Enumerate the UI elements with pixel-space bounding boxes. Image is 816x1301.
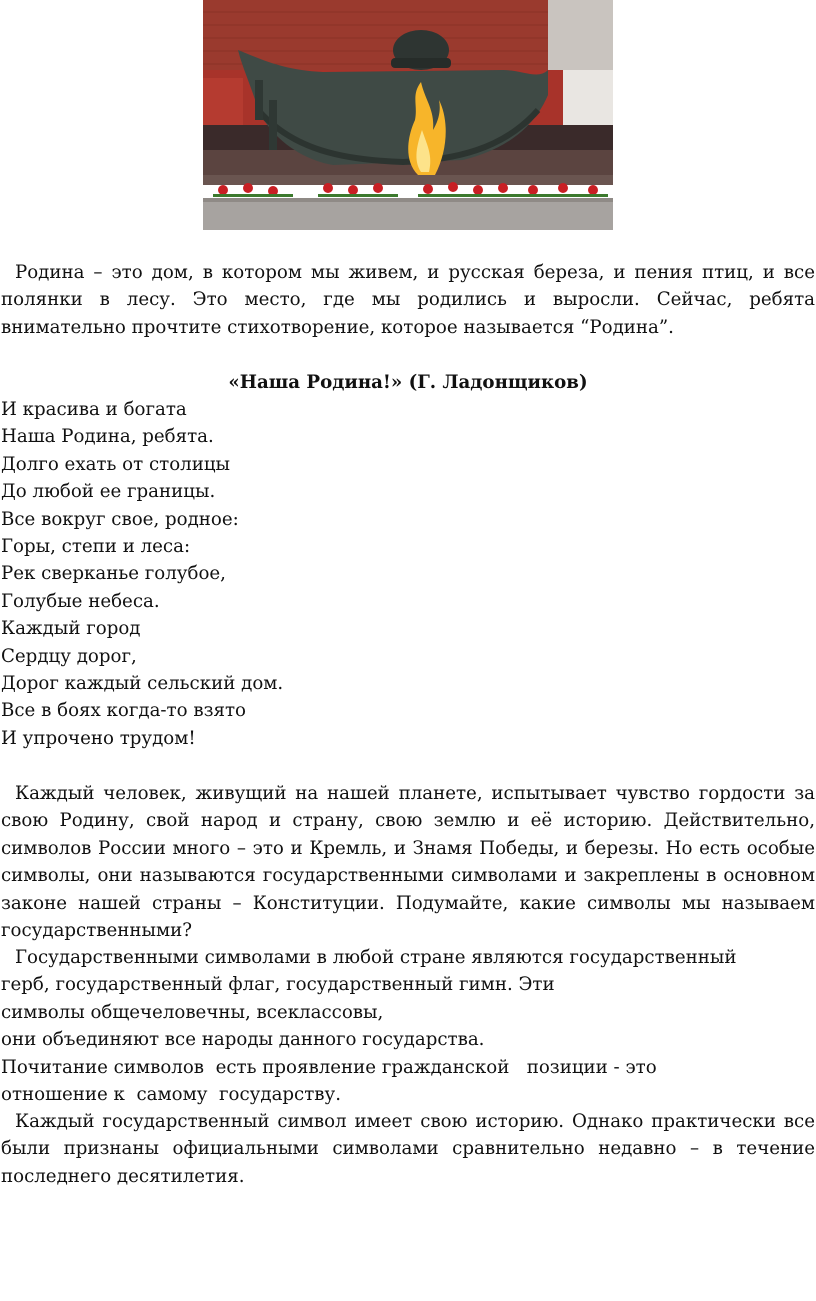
poem-line: До любой ее границы. (1, 481, 216, 503)
poem-line: Все вокруг свое, родное: (1, 508, 239, 530)
intro-paragraph: Родина – это дом, в котором мы живем, и русская береза, и пения птиц, и все полянки в лесу. Это место, где мы родились и выросли. Сейчас, ребята внимательно прочтите стихотворение, которое называется “Родина”. (1, 262, 815, 338)
state-symbols-lead: Государственными символами в любой стране являются государственный (15, 947, 737, 968)
state-symbols-line: Почитание символов есть проявление гражданской позиции - это (1, 1056, 657, 1078)
poem-line: И красива и богата (1, 399, 187, 420)
state-symbols-line: символы общечеловечны, всеклассовы, (1, 1001, 384, 1023)
state-symbols-line: отношение к самому государству. (1, 1084, 342, 1106)
state-symbols-line: герб, государственный флаг, государственный гимн. Эти (1, 974, 555, 996)
history-paragraph: Каждый государственный символ имеет свою историю. Однако практически все были признаны официальными символами сравнительно недавно – в течение последнего десятилетия. (1, 1111, 815, 1187)
eternal-flame-image (203, 0, 613, 230)
poem-line: И упрочено трудом! (1, 727, 196, 749)
poem-line: Рек сверканье голубое, (1, 563, 226, 585)
poem-line: Каждый город (1, 618, 141, 640)
poem-line: Все в боях когда-то взято (1, 700, 246, 722)
poem-line: Сердцу дорог, (1, 645, 137, 667)
poem-title: «Наша Родина!» (Г. Ладонщиков) (228, 372, 588, 393)
poem-line: Голубые небеса. (1, 590, 160, 612)
poem-line: Горы, степи и леса: (1, 536, 191, 558)
poem-line: Наша Родина, ребята. (1, 426, 214, 448)
poem-line: Дорог каждый сельский дом. (1, 673, 284, 695)
poem-line: Долго ехать от столицы (1, 453, 230, 475)
poem-lines (1, 396, 815, 752)
state-symbols-paragraph (1, 944, 815, 1108)
pride-paragraph: Каждый человек, живущий на нашей планете, испытывает чувство гордости за свою Родину, свой народ и страну, свою землю и её историю. Действительно, символов России много – это и Кремль, и Знамя Победы, и березы. Но есть особые символы, они называются государственными символами и закреплены в основном законе нашей страны – Конституции. Подумайте, какие символы мы называем государственными? (1, 783, 815, 942)
state-symbols-line: они объединяют все народы данного государства. (1, 1029, 485, 1051)
memorial-photo (203, 0, 613, 230)
